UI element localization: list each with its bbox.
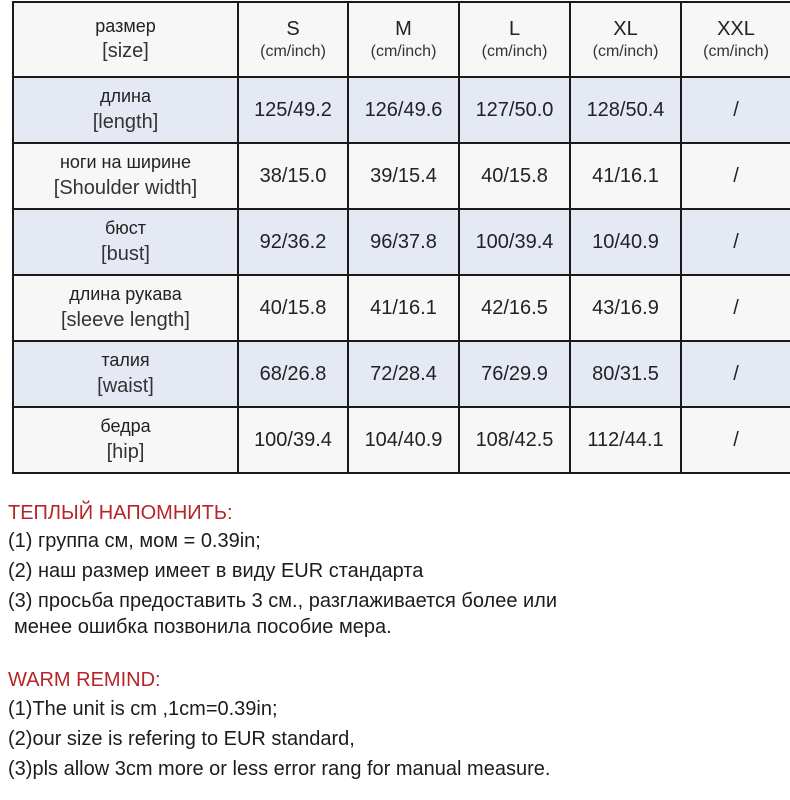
table-row-sleeve-length <box>13 275 790 341</box>
size-unit: (cm/inch) <box>370 42 437 60</box>
value-cell: 128/50.4 <box>570 77 681 143</box>
row-label-cell <box>13 275 238 341</box>
value-cell: 126/49.6 <box>348 77 459 143</box>
size-name: S <box>286 17 300 40</box>
size-name: XL <box>613 17 638 40</box>
notes-en-line-3: (3)pls allow 3cm more or less error rang for manual measure. <box>8 758 551 780</box>
header-label-cell <box>13 2 238 77</box>
value-cell: 127/50.0 <box>459 77 570 143</box>
notes-en-line-2: (2)our size is refering to EUR standard, <box>8 728 355 750</box>
size-unit: (cm/inch) <box>592 42 659 60</box>
value-cell: / <box>681 275 790 341</box>
size-name: M <box>395 17 412 40</box>
size-name: XXL <box>717 17 755 40</box>
row-label-ru: длина рукава <box>69 284 182 305</box>
notes-ru-line-3: (3) просьба предоставить 3 см., разглаживается более или <box>8 590 558 612</box>
notes-russian <box>8 500 778 638</box>
value-cell: / <box>681 143 790 209</box>
row-label-cell <box>13 341 238 407</box>
value-cell: 104/40.9 <box>348 407 459 473</box>
value-cell: 108/42.5 <box>459 407 570 473</box>
notes-ru-title: ТЕПЛЫЙ НАПОМНИТЬ: <box>8 502 233 524</box>
row-label-cell <box>13 143 238 209</box>
table-row-bust <box>13 209 790 275</box>
notes-en-line-1: (1)The unit is cm ,1cm=0.39in; <box>8 698 278 720</box>
value-cell: / <box>681 209 790 275</box>
value-cell: 40/15.8 <box>459 143 570 209</box>
row-label-en: [length] <box>92 110 159 133</box>
value-cell: 39/15.4 <box>348 143 459 209</box>
value-cell: 80/31.5 <box>570 341 681 407</box>
value-cell: 100/39.4 <box>459 209 570 275</box>
value-cell: 96/37.8 <box>348 209 459 275</box>
row-label-cell <box>13 77 238 143</box>
notes-ru-line-3-continued: менее ошибка позвонила пособие мера. <box>14 616 392 638</box>
notes-ru-line-2: (2) наш размер имеет в виду EUR стандарта <box>8 560 424 582</box>
row-label-ru: длина <box>99 86 151 107</box>
row-label-ru: талия <box>101 350 150 371</box>
row-label-en: [waist] <box>97 374 154 397</box>
value-cell: 112/44.1 <box>570 407 681 473</box>
value-cell: 10/40.9 <box>570 209 681 275</box>
header-label-en: [size] <box>102 40 149 63</box>
row-label-cell <box>13 209 238 275</box>
table-row-shoulder-width <box>13 143 790 209</box>
table-row-hip <box>13 407 790 473</box>
value-cell: 41/16.1 <box>348 275 459 341</box>
value-cell: 40/15.8 <box>238 275 348 341</box>
size-unit: (cm/inch) <box>703 42 769 60</box>
table-row-length <box>13 77 790 143</box>
row-label-en: [sleeve length] <box>61 308 190 331</box>
value-cell: / <box>681 77 790 143</box>
header-size-xl <box>570 2 681 77</box>
header-size-xxl <box>681 2 790 77</box>
value-cell: / <box>681 341 790 407</box>
value-cell: / <box>681 407 790 473</box>
value-cell: 68/26.8 <box>238 341 348 407</box>
row-label-ru: бедра <box>100 416 151 437</box>
header-size-m <box>348 2 459 77</box>
size-unit: (cm/inch) <box>481 42 548 60</box>
table-header-row <box>13 2 790 77</box>
row-label-ru: ноги на ширине <box>59 152 192 173</box>
size-unit: (cm/inch) <box>260 42 326 60</box>
value-cell: 38/15.0 <box>238 143 348 209</box>
value-cell: 92/36.2 <box>238 209 348 275</box>
size-chart-table <box>12 1 790 474</box>
row-label-en: [bust] <box>101 242 150 265</box>
row-label-en: [hip] <box>106 440 145 463</box>
header-label-ru: размер <box>95 15 156 36</box>
row-label-cell <box>13 407 238 473</box>
value-cell: 125/49.2 <box>238 77 348 143</box>
row-label-ru: бюст <box>104 218 147 239</box>
value-cell: 42/16.5 <box>459 275 570 341</box>
value-cell: 43/16.9 <box>570 275 681 341</box>
notes-ru-line-1: (1) группа см, мом = 0.39in; <box>8 530 261 552</box>
notes-english <box>8 666 778 784</box>
table-row-waist <box>13 341 790 407</box>
value-cell: 41/16.1 <box>570 143 681 209</box>
header-size-s <box>238 2 348 77</box>
value-cell: 100/39.4 <box>238 407 348 473</box>
header-size-l <box>459 2 570 77</box>
value-cell: 72/28.4 <box>348 341 459 407</box>
row-label-en: [Shoulder width] <box>53 176 198 199</box>
notes-en-title: WARM REMIND: <box>8 669 161 691</box>
value-cell: 76/29.9 <box>459 341 570 407</box>
size-name: L <box>508 17 521 40</box>
